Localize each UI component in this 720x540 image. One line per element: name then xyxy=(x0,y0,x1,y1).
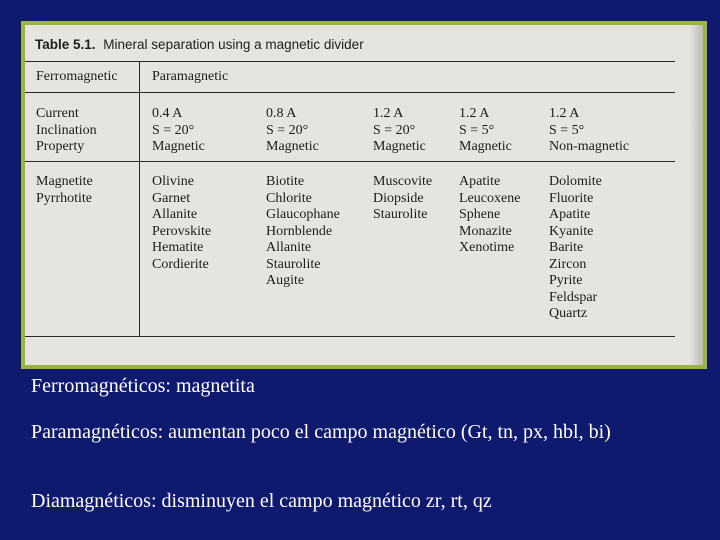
note-ferromagnetic: Ferromagnéticos: magnetita xyxy=(31,375,255,397)
mineral-item: Hornblende xyxy=(266,223,333,239)
mineral-item: Cordierite xyxy=(152,256,209,272)
setting-property: Magnetic xyxy=(459,139,512,154)
note-diamagnetic: Diamagnéticos: disminuyen el campo magnético zr, rt, qz xyxy=(31,490,492,512)
mineral-item: Barite xyxy=(549,240,584,255)
setting-property: Magnetic xyxy=(152,139,205,154)
mineral-item: Xenotime xyxy=(459,240,515,255)
mineral-column-2 xyxy=(266,174,340,290)
row-label-current: Current xyxy=(36,106,79,121)
setting-current: 1.2 A xyxy=(373,106,404,121)
table-number: Table 5.1. xyxy=(35,37,96,52)
mineral-item: Apatite xyxy=(549,207,591,222)
row-labels xyxy=(36,106,97,156)
table-rule-settings xyxy=(25,161,675,162)
header-paramagnetic: Paramagnetic xyxy=(152,69,229,84)
table-rule-header xyxy=(25,92,675,93)
row-label-inclination: Inclination xyxy=(36,122,97,138)
setting-current: 0.8 A xyxy=(266,106,297,121)
mineral-item: Quartz xyxy=(549,306,588,321)
mineral-item: Garnet xyxy=(152,190,191,206)
mineral-item: Chlorite xyxy=(266,190,312,206)
scanned-table-image xyxy=(21,21,707,369)
table-rule-top xyxy=(25,61,675,62)
setting-inclination: S = 20° xyxy=(266,122,309,138)
mineral-item: Augite xyxy=(266,273,305,288)
table-column-divider xyxy=(139,62,140,336)
table-title: Mineral separation using a magnetic divider xyxy=(103,37,364,52)
setting-property: Magnetic xyxy=(266,139,319,154)
mineral-item: Magnetite xyxy=(36,174,93,189)
mineral-item: Zircon xyxy=(549,256,587,272)
setting-column-3 xyxy=(373,106,426,156)
mineral-item: Staurolite xyxy=(373,207,428,222)
mineral-item: Allanite xyxy=(152,207,198,222)
mineral-column-3 xyxy=(373,174,432,224)
ferromagnetic-mineral-list xyxy=(36,174,93,207)
mineral-item: Dolomite xyxy=(549,174,602,189)
setting-property: Non-magnetic xyxy=(549,139,630,154)
header-ferromagnetic: Ferromagnetic xyxy=(36,69,118,84)
setting-current: 1.2 A xyxy=(549,106,580,121)
scan-shadow xyxy=(689,25,703,365)
mineral-item: Biotite xyxy=(266,174,305,189)
mineral-column-4 xyxy=(459,174,520,257)
mineral-item: Apatite xyxy=(459,174,501,189)
setting-inclination: S = 20° xyxy=(373,122,416,138)
mineral-item: Olivine xyxy=(152,174,194,189)
note-paramagnetic: Paramagnéticos: aumentan poco el campo magnético (Gt, tn, px, hbl, bi) xyxy=(31,421,611,443)
setting-column-2 xyxy=(266,106,319,156)
setting-inclination: S = 20° xyxy=(152,122,195,138)
mineral-column-5 xyxy=(549,174,602,323)
mineral-item: Kyanite xyxy=(549,223,594,239)
mineral-item: Glaucophane xyxy=(266,207,340,222)
setting-current: 1.2 A xyxy=(459,106,490,121)
setting-column-5 xyxy=(549,106,629,156)
setting-inclination: S = 5° xyxy=(459,122,495,138)
mineral-item: Pyrrhotite xyxy=(36,190,92,206)
table-caption xyxy=(35,37,364,52)
setting-property: Magnetic xyxy=(373,139,426,154)
setting-inclination: S = 5° xyxy=(549,122,585,138)
setting-column-1 xyxy=(152,106,205,156)
mineral-item: Monazite xyxy=(459,223,512,239)
mineral-item: Sphene xyxy=(459,207,501,222)
row-label-property: Property xyxy=(36,139,85,154)
mineral-item: Perovskite xyxy=(152,223,212,239)
mineral-column-1 xyxy=(152,174,211,273)
setting-column-4 xyxy=(459,106,512,156)
mineral-item: Hematite xyxy=(152,240,204,255)
mineral-item: Staurolite xyxy=(266,256,321,272)
mineral-item: Fluorite xyxy=(549,190,594,206)
table-rule-bottom xyxy=(25,336,675,337)
mineral-item: Diopside xyxy=(373,190,424,206)
mineral-item: Muscovite xyxy=(373,174,433,189)
mineral-item: Feldspar xyxy=(549,289,598,305)
mineral-item: Allanite xyxy=(266,240,312,255)
setting-current: 0.4 A xyxy=(152,106,183,121)
mineral-item: Leucoxene xyxy=(459,190,521,206)
mineral-item: Pyrite xyxy=(549,273,583,288)
